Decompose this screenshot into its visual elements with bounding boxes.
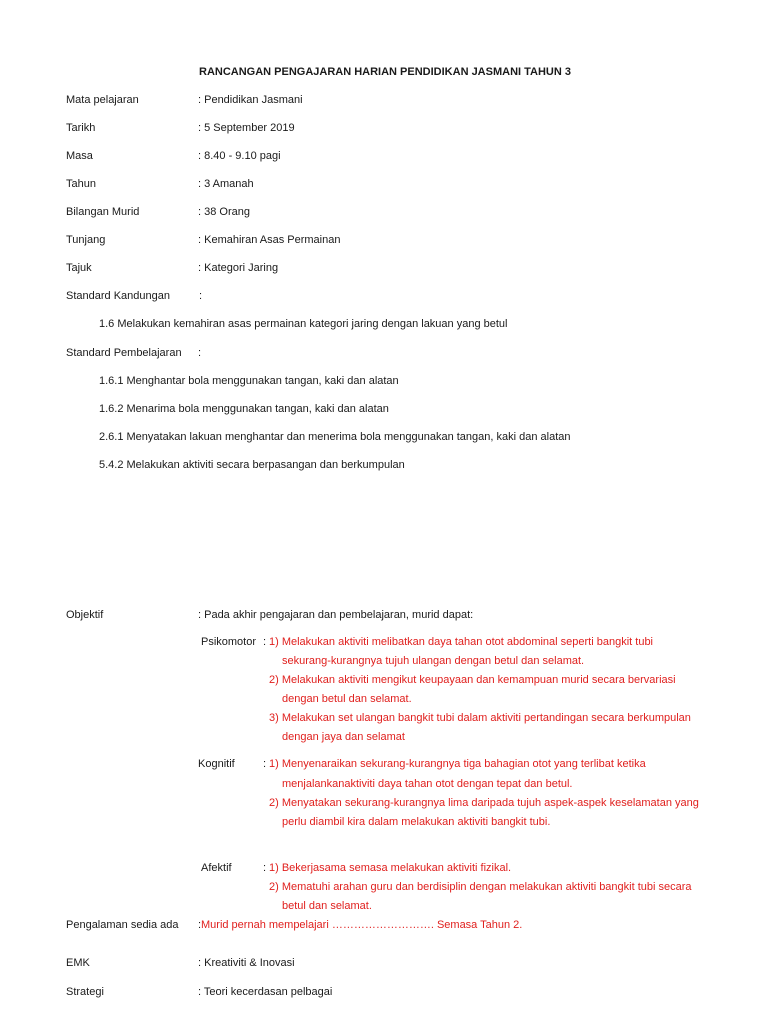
kognitif-line: 2) Menyatakan sekurang-kurangnya lima daripada tujuh aspek-aspek keselamatan yang xyxy=(269,797,699,809)
row-value: : 3 Amanah xyxy=(198,178,254,190)
strategi-label: Strategi xyxy=(66,986,104,998)
row-label: Bilangan Murid xyxy=(66,206,140,218)
objektif-label: Objektif xyxy=(66,609,104,621)
row-value: : Kemahiran Asas Permainan xyxy=(198,234,341,246)
pengalaman-value: Murid pernah mempelajari ………………………. Semasa Tahun 2. xyxy=(201,919,523,931)
pengalaman-label: Pengalaman sedia ada xyxy=(66,919,179,931)
row-value: : 8.40 - 9.10 pagi xyxy=(198,150,281,162)
standard-pembelajaran-item: 1.6.1 Menghantar bola menggunakan tangan, kaki dan alatan xyxy=(99,375,399,387)
psikomotor-line: dengan betul dan selamat. xyxy=(282,693,412,705)
standard-kandungan-item: 1.6 Melakukan kemahiran asas permainan kategori jaring dengan lakuan yang betul xyxy=(99,318,508,330)
row-value: : 5 September 2019 xyxy=(198,122,295,134)
standard-kandungan-colon: : xyxy=(199,290,203,302)
row-label: Masa xyxy=(66,150,93,162)
afektif-line: betul dan selamat. xyxy=(282,900,372,912)
row-label: Tunjang xyxy=(66,234,106,246)
psikomotor-line: dengan jaya dan selamat xyxy=(282,731,405,743)
afektif-line: 1) Bekerjasama semasa melakukan aktiviti fizikal. xyxy=(269,862,512,874)
kognitif-line: 1) Menyenaraikan sekurang-kurangnya tiga bahagian otot yang terlibat ketika xyxy=(269,758,646,770)
row-label: Tajuk xyxy=(66,262,92,274)
afektif-colon: : xyxy=(263,862,267,874)
strategi-value: : Teori kecerdasan pelbagai xyxy=(198,986,333,998)
row-label: Tarikh xyxy=(66,122,96,134)
afektif-label: Afektif xyxy=(201,862,232,874)
standard-pembelajaran-item: 2.6.1 Menyatakan lakuan menghantar dan menerima bola menggunakan tangan, kaki dan alatan xyxy=(99,431,571,443)
pengalaman-colon: : xyxy=(198,919,202,931)
document-title: RANCANGAN PENGAJARAN HARIAN PENDIDIKAN JASMANI TAHUN 3 xyxy=(199,66,571,78)
standard-kandungan-label: Standard Kandungan xyxy=(66,290,170,302)
row-value: : Kategori Jaring xyxy=(198,262,279,274)
kognitif-colon: : xyxy=(263,758,267,770)
kognitif-label: Kognitif xyxy=(198,758,235,770)
emk-label: EMK xyxy=(66,957,90,969)
psikomotor-label: Psikomotor xyxy=(201,636,257,648)
standard-pembelajaran-colon: : xyxy=(198,347,202,359)
psikomotor-line: sekurang-kurangnya tujuh ulangan dengan betul dan selamat. xyxy=(282,655,585,667)
afektif-line: 2) Mematuhi arahan guru dan berdisiplin dengan melakukan aktiviti bangkit tubi secara xyxy=(269,881,692,893)
emk-value: : Kreativiti & Inovasi xyxy=(198,957,295,969)
kognitif-line: menjalankanaktiviti daya tahan otot dengan tepat dan betul. xyxy=(282,778,573,790)
standard-pembelajaran-item: 5.4.2 Melakukan aktiviti secara berpasangan dan berkumpulan xyxy=(99,459,405,471)
psikomotor-line: 2) Melakukan aktiviti mengikut keupayaan dan kemampuan murid secara bervariasi xyxy=(269,674,676,686)
row-label: Tahun xyxy=(66,178,96,190)
objektif-intro: : Pada akhir pengajaran dan pembelajaran, murid dapat: xyxy=(198,609,474,621)
psikomotor-line: 1) Melakukan aktiviti melibatkan daya tahan otot abdominal seperti bangkit tubi xyxy=(269,636,654,648)
row-label: Mata pelajaran xyxy=(66,94,139,106)
psikomotor-colon: : xyxy=(263,636,267,648)
standard-pembelajaran-item: 1.6.2 Menarima bola menggunakan tangan, kaki dan alatan xyxy=(99,403,389,415)
row-value: : Pendidikan Jasmani xyxy=(198,94,303,106)
standard-pembelajaran-label: Standard Pembelajaran xyxy=(66,347,182,359)
row-value: : 38 Orang xyxy=(198,206,250,218)
psikomotor-line: 3) Melakukan set ulangan bangkit tubi dalam aktiviti pertandingan secara berkumpulan xyxy=(269,712,691,724)
kognitif-line: perlu diambil kira dalam melakukan aktiviti bangkit tubi. xyxy=(282,816,551,828)
